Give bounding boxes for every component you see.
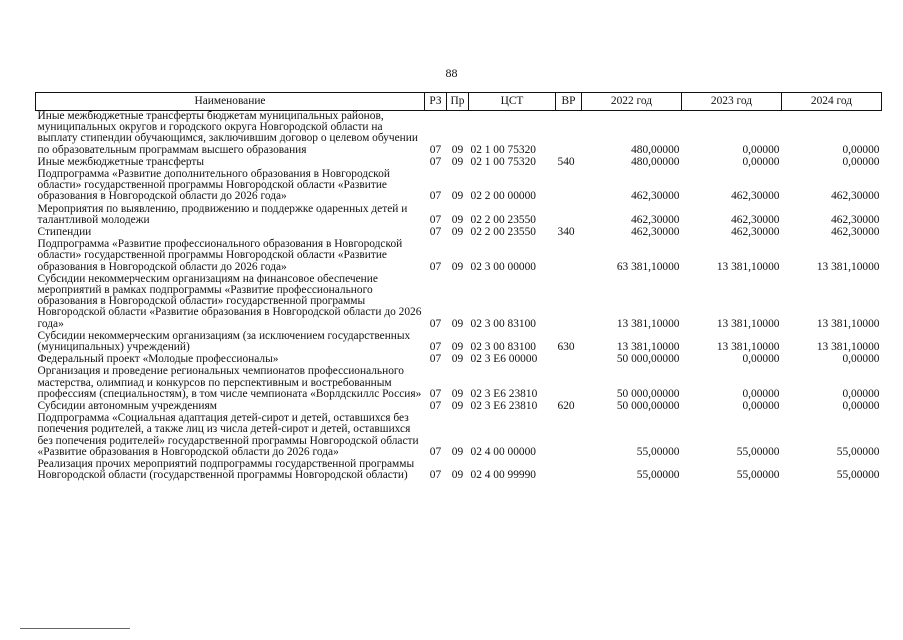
cell-rz: 07 <box>429 190 442 203</box>
table-body <box>36 111 882 483</box>
cell-y2022: 480,00000 <box>631 155 680 168</box>
cell-y2023: 13 381,10000 <box>716 260 780 273</box>
cell-cst: 02 4 00 99990 <box>470 469 536 482</box>
cell-cst: 02 3 00 83100 <box>470 317 536 330</box>
cell-y2023: 0,00000 <box>742 353 780 366</box>
cell-rz: 07 <box>429 400 442 413</box>
table-row <box>36 331 882 354</box>
cell-y2024: 462,30000 <box>831 226 880 239</box>
header-pr: Пр <box>447 93 469 111</box>
table-row <box>36 204 882 227</box>
cell-pr: 09 <box>451 353 464 366</box>
cell-name: Иные межбюджетные трансферты <box>37 155 205 168</box>
cell-name: Федеральный проект «Молодые профессионалы» <box>37 353 279 366</box>
cell-rz: 07 <box>429 469 442 482</box>
cell-y2024: 462,30000 <box>831 213 880 226</box>
page-number: 88 <box>445 66 458 80</box>
cell-vr <box>556 239 582 274</box>
cell-vr <box>556 111 582 157</box>
cell-cst: 02 4 00 00000 <box>470 445 536 458</box>
header-2024: 2024 год <box>782 93 882 111</box>
cell-y2023: 0,00000 <box>742 143 780 156</box>
cell-pr: 09 <box>451 143 464 156</box>
cell-pr: 09 <box>451 387 464 400</box>
cell-pr: 09 <box>451 400 464 413</box>
table-row <box>36 239 882 274</box>
cell-y2022: 462,30000 <box>631 226 680 239</box>
cell-y2022: 462,30000 <box>631 190 680 203</box>
cell-rz: 07 <box>429 213 442 226</box>
cell-rz: 07 <box>429 143 442 156</box>
cell-vr <box>556 459 582 482</box>
footer-divider <box>20 628 130 629</box>
cell-cst: 02 2 00 23550 <box>470 213 536 226</box>
cell-y2023: 13 381,10000 <box>716 341 780 354</box>
cell-pr: 09 <box>451 341 464 354</box>
table-row <box>36 366 882 401</box>
cell-y2022: 13 381,10000 <box>616 341 680 354</box>
cell-y2024: 13 381,10000 <box>816 260 880 273</box>
cell-cst: 02 3 00 83100 <box>470 341 536 354</box>
cell-cst: 02 1 00 75320 <box>470 143 536 156</box>
cell-y2023: 0,00000 <box>742 400 780 413</box>
header-2023: 2023 год <box>682 93 782 111</box>
cell-cst: 02 3 00 00000 <box>470 260 536 273</box>
budget-table <box>35 92 882 483</box>
cell-cst: 02 1 00 75320 <box>470 155 536 168</box>
cell-rz: 07 <box>429 260 442 273</box>
cell-vr: 620 <box>557 400 575 413</box>
cell-vr: 340 <box>557 226 575 239</box>
header-name: Наименование <box>36 93 425 111</box>
cell-name: Мероприятия по выявлению, продвижению и поддержке одаренных детей и талантливой молодежи <box>37 202 408 226</box>
cell-y2024: 13 381,10000 <box>816 341 880 354</box>
cell-name: Подпрограмма «Развитие профессионального образования в Новгородской области» государственной программы Новгородской области «Развитие образования в Новгородской области до 2026 года» <box>37 238 403 273</box>
cell-name: Субсидии автономным учреждениям <box>37 400 217 413</box>
cell-y2023: 462,30000 <box>731 226 780 239</box>
cell-y2022: 462,30000 <box>631 213 680 226</box>
cell-rz: 07 <box>429 155 442 168</box>
cell-vr: 630 <box>557 341 575 354</box>
cell-y2023: 462,30000 <box>731 213 780 226</box>
cell-y2023: 0,00000 <box>742 387 780 400</box>
cell-y2024: 0,00000 <box>842 400 880 413</box>
cell-y2022: 63 381,10000 <box>616 260 680 273</box>
cell-y2023: 13 381,10000 <box>716 317 780 330</box>
cell-vr <box>556 204 582 227</box>
cell-y2022: 50 000,00000 <box>616 400 680 413</box>
cell-pr: 09 <box>451 226 464 239</box>
cell-y2022: 55,00000 <box>636 469 680 482</box>
table-row <box>36 459 882 482</box>
table-row <box>36 111 882 157</box>
cell-pr: 09 <box>451 155 464 168</box>
cell-pr: 09 <box>451 317 464 330</box>
table-row <box>36 169 882 204</box>
cell-vr <box>556 274 582 331</box>
cell-pr: 09 <box>451 213 464 226</box>
cell-y2024: 0,00000 <box>842 155 880 168</box>
cell-y2022: 480,00000 <box>631 143 680 156</box>
cell-cst: 02 3 E6 00000 <box>470 353 538 366</box>
cell-name: Субсидии некоммерческим организациям на финансовое обеспечение мероприятий в рамках подпрограммы «Развитие профессионального образования в Новгородской области» государственной программы Новгородской области «Развитие образования в Новгородской области до 2026 года» <box>37 272 422 330</box>
cell-rz: 07 <box>429 387 442 400</box>
table-row <box>36 413 882 459</box>
header-cst: ЦСТ <box>469 93 556 111</box>
cell-cst: 02 2 00 23550 <box>470 226 536 239</box>
cell-y2024: 55,00000 <box>836 445 880 458</box>
table-header-row <box>36 93 882 111</box>
cell-rz: 07 <box>429 445 442 458</box>
cell-name: Иные межбюджетные трансферты бюджетам муниципальных районов, муниципальных округов и городского округа Новгородской области на выплату стипендии обучающимся, заключившим договор о целевом обучении по образовательным программам высшего образования <box>37 110 418 156</box>
cell-name: Организация и проведение региональных чемпионатов профессионального мастерства, олимпиад и конкурсов по перспективным и востребованным профессиям (специальностям), в том числе чемпионата «Ворлдскиллс Россия» <box>37 365 422 400</box>
cell-rz: 07 <box>429 317 442 330</box>
cell-rz: 07 <box>429 353 442 366</box>
cell-pr: 09 <box>451 260 464 273</box>
cell-rz: 07 <box>429 226 442 239</box>
cell-name: Подпрограмма «Социальная адаптация детей-сирот и детей, оставшихся без попечения родителей, а также лиц из числа детей-сирот и детей, оставшихся без попечения родителей» государственной программы Новгородской области «Развитие образования в Новгородской области до 2026 года» <box>37 412 419 458</box>
cell-name: Подпрограмма «Развитие дополнительного образования в Новгородской области» государственной программы Новгородской области «Развитие образования в Новгородской области до 2026 года» <box>37 168 390 203</box>
cell-vr <box>556 366 582 401</box>
cell-y2024: 0,00000 <box>842 143 880 156</box>
cell-y2023: 462,30000 <box>731 190 780 203</box>
cell-y2023: 55,00000 <box>736 469 780 482</box>
header-2022: 2022 год <box>582 93 682 111</box>
cell-vr <box>556 354 582 366</box>
cell-pr: 09 <box>451 469 464 482</box>
cell-name: Стипендии <box>37 226 92 239</box>
cell-y2024: 462,30000 <box>831 190 880 203</box>
cell-y2023: 0,00000 <box>742 155 780 168</box>
cell-cst: 02 3 E6 23810 <box>470 400 538 413</box>
cell-y2022: 50 000,00000 <box>616 387 680 400</box>
cell-y2023: 55,00000 <box>736 445 780 458</box>
cell-pr: 09 <box>451 190 464 203</box>
cell-y2024: 0,00000 <box>842 387 880 400</box>
cell-name: Субсидии некоммерческим организациям (за исключением государственных (муниципальных) учреждений) <box>37 329 411 354</box>
cell-cst: 02 2 00 00000 <box>470 190 536 203</box>
cell-name: Реализация прочих мероприятий подпрограммы государственной программы Новгородской области (государственной программы Новгородской области) <box>37 458 415 482</box>
header-vr: ВР <box>556 93 582 111</box>
cell-y2022: 50 000,00000 <box>616 353 680 366</box>
header-rz: РЗ <box>425 93 447 111</box>
table-row <box>36 274 882 331</box>
cell-vr: 540 <box>557 155 575 168</box>
cell-y2024: 0,00000 <box>842 353 880 366</box>
cell-y2024: 55,00000 <box>836 469 880 482</box>
cell-rz: 07 <box>429 341 442 354</box>
cell-y2024: 13 381,10000 <box>816 317 880 330</box>
cell-cst: 02 3 E6 23810 <box>470 387 538 400</box>
cell-vr <box>556 413 582 459</box>
cell-vr <box>556 169 582 204</box>
cell-y2022: 55,00000 <box>636 445 680 458</box>
cell-pr: 09 <box>451 445 464 458</box>
cell-y2022: 13 381,10000 <box>616 317 680 330</box>
